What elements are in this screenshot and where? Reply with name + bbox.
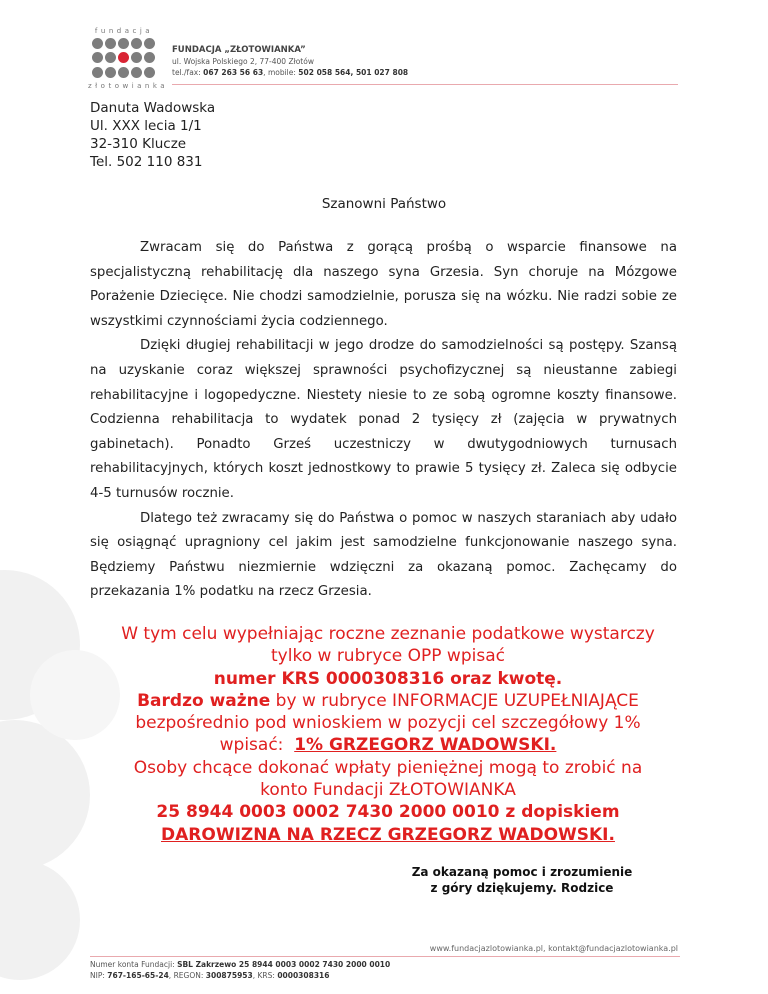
- sender-address: [90, 99, 215, 171]
- tel-label: tel./fax:: [172, 68, 204, 77]
- tel-value: 067 263 56 63: [203, 68, 264, 77]
- footer-account: [90, 960, 390, 971]
- footer-info: [90, 960, 390, 981]
- account-value: SBL Zakrzewo 25 8944 0003 0002 7430 2000 0010: [177, 960, 391, 969]
- donation-note: [90, 824, 686, 846]
- logo-dot: [92, 67, 103, 78]
- paragraph: Zwracam się do Państwa z gorącą prośbą o wsparcie finansowe na specjalistyczną rehabilitację dla naszego syna Grzesia. Syn choruje na Mózgowe Porażenie Dziecięce. Nie chodzi samodzielnie, porusza się na wózku. Nie radzi sobie ze wszystkimi czynnościami życia codziennego.: [90, 240, 677, 329]
- logo-dot: [92, 52, 103, 63]
- logo-dots: [92, 38, 156, 80]
- appeal-line: konto Fundacji ZŁOTOWIANKA: [260, 780, 516, 801]
- closing: [405, 864, 639, 896]
- mobile-label: , mobile:: [263, 68, 299, 77]
- logo-dot: [131, 38, 142, 49]
- krs-label: , KRS:: [252, 970, 278, 980]
- krs-number: numer KRS 0000308316 oraz kwotę.: [213, 668, 563, 689]
- logo-dot-red: [118, 52, 129, 63]
- important-label: Bardzo ważne: [137, 690, 271, 711]
- watermark-circle: [0, 860, 80, 980]
- logo-dot: [144, 38, 155, 49]
- footer-ids: [90, 971, 390, 982]
- sender-phone: Tel. 502 110 831: [90, 154, 203, 170]
- letter-body: [90, 236, 677, 605]
- footer-divider: [90, 956, 680, 957]
- greeting: Szanowni Państwo: [321, 196, 447, 212]
- sender-name: Danuta Wadowska: [90, 100, 216, 116]
- appeal-line: [90, 734, 686, 756]
- regon-label: , REGON:: [168, 970, 206, 980]
- closing-line: Za okazaną pomoc i zrozumienie: [411, 865, 633, 879]
- appeal-line: tylko w rubryce OPP wpisać: [271, 646, 505, 667]
- logo-dot: [118, 38, 129, 49]
- appeal-krs: [90, 668, 686, 690]
- letterhead-info: [172, 44, 408, 78]
- mobile-value: 502 058 564, 501 027 808: [298, 68, 409, 77]
- krs-value: 0000308316: [277, 970, 330, 980]
- beneficiary-name: 1% GRZEGORZ WADOWSKI.: [294, 735, 557, 756]
- logo-dot: [105, 67, 116, 78]
- org-name: FUNDACJA „ZŁOTOWIANKA”: [172, 45, 306, 55]
- sender-street: Ul. XXX lecia 1/1: [90, 118, 202, 134]
- tax-appeal: [90, 623, 686, 846]
- org-phones: [172, 67, 408, 78]
- account-label: Numer konta Fundacji:: [90, 960, 178, 969]
- donation-title: DAROWIZNA NA RZECZ GRZEGORZ WADOWSKI.: [161, 824, 615, 845]
- bank-account: [90, 801, 686, 823]
- logo-dot: [131, 52, 142, 63]
- appeal-text: wpisać:: [219, 735, 295, 756]
- regon-value: 300875953: [205, 970, 253, 980]
- appeal-line: Osoby chcące dokonać wpłaty pieniężnej mogą to zrobić na: [133, 757, 643, 778]
- sender-city: 32-310 Klucze: [90, 136, 187, 152]
- nip-label: NIP:: [90, 970, 108, 980]
- org-address: ul. Wojska Polskiego 2, 77-400 Złotów: [172, 57, 314, 66]
- logo-bottom-text: złotowianka: [88, 82, 169, 90]
- logo-dot: [118, 67, 129, 78]
- logo-dot: [92, 38, 103, 49]
- nip-value: 767-165-65-24: [107, 970, 169, 980]
- closing-line: z góry dziękujemy. Rodzice: [430, 881, 614, 895]
- account-number: 25 8944 0003 0002 7430 2000 0010 z dopiskiem: [156, 802, 620, 823]
- footer-web: www.fundacjazlotowianka.pl, kontakt@fundacjazlotowianka.pl: [429, 944, 678, 953]
- logo-dot: [131, 67, 142, 78]
- appeal-line: bezpośrednio pod wnioskiem w pozycji cel szczegółowy 1%: [135, 713, 641, 734]
- logo-dot: [144, 52, 155, 63]
- header-divider: [172, 84, 678, 85]
- watermark-circle: [0, 720, 90, 870]
- logo-top-text: fundacja: [94, 27, 154, 35]
- paragraph: Dzięki długiej rehabilitacji w jego drodze do samodzielności są postępy. Szansą na uzyskanie coraz większej sprawności psychofizycznej są nieustanne zabiegi rehabilitacyjne i logopedyczne. Niestety niesie to ze sobą ogromne koszty finansowe. Codzienna rehabilitacja to wydatek ponad 2 tysięcy zł (zajęcia w prywatnych gabinetach). Ponadto Grześ uczestniczy w dwutygodniowych turnusach rehabilitacyjnych, których koszt jednostkowy to prawie 5 tysięcy zł. Zaleca się odbycie 4-5 turnusów rocznie.: [90, 338, 677, 501]
- logo-dot: [105, 52, 116, 63]
- appeal-line: W tym celu wypełniając roczne zeznanie podatkowe wystarczy: [121, 624, 655, 644]
- foundation-logo: [88, 27, 169, 91]
- appeal-line: [90, 690, 686, 712]
- paragraph: Dlatego też zwracamy się do Państwa o pomoc w naszych staraniach aby udało się osiągnąć upragniony cel jakim jest samodzielne funkcjonowanie naszego syna. Będziemy Państwu niezmiernie wdzięczni za okazaną pomoc. Zachęcamy do przekazania 1% podatku na rzecz Grzesia.: [90, 510, 677, 600]
- logo-dot: [144, 67, 155, 78]
- logo-dot: [105, 38, 116, 49]
- appeal-text: by w rubryce INFORMACJE UZUPEŁNIAJĄCE: [270, 690, 639, 711]
